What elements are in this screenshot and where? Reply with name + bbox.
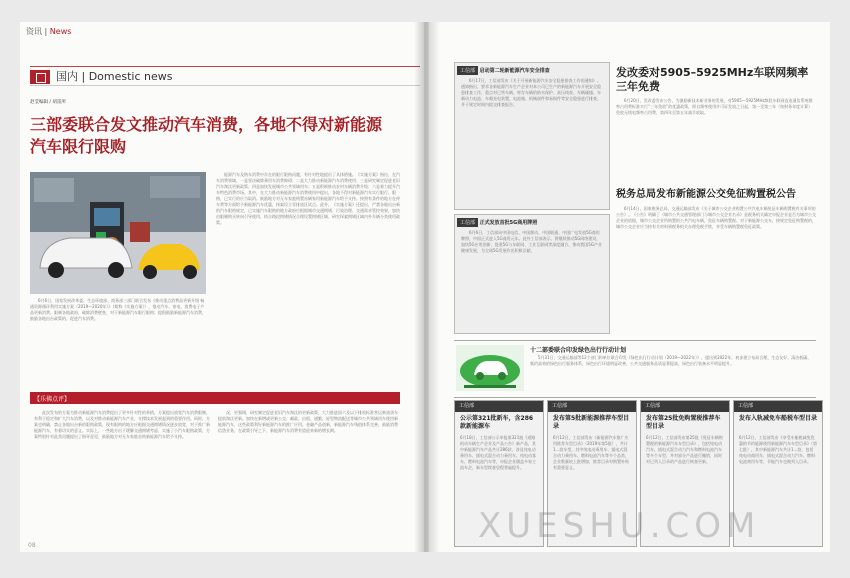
right-page — [426, 22, 830, 552]
page-number: 08 — [28, 542, 36, 549]
left-page — [20, 22, 424, 552]
item-tag: 工信部 — [457, 218, 478, 227]
card-title: 公示第321批新车，含286款新能源车 — [460, 415, 534, 430]
card-title: 发布入轨减免车船税车型目录 — [739, 415, 818, 422]
item-title: 启动第二轮新能源汽车安全排查 — [479, 68, 550, 74]
item5-title: 十二部委联合印发绿色出行行动计划 — [530, 347, 627, 354]
card-tag: 工信部 — [734, 401, 822, 412]
comment-label: 【乐佛点评】 — [34, 396, 71, 403]
item-title: 正式发放首批5G商用牌照 — [479, 220, 538, 226]
watermark: XUESHU.COM — [478, 506, 761, 546]
item3-body: 6月20日，发改委发布公告，为激励新技术新业务的发展，对5905—5925MHz频段车联网直连通信系统频率占用费标准实行“三年免收”的优惠政策，即自频率使用许可证发放之日起，第一至第三年（按财务年度计算）免收无线电频率占用费，第四年至第五年减半收取。 — [616, 98, 813, 115]
page-header: 资讯 | News — [26, 27, 72, 36]
comment-column-2: 况，更强调，研究制定促进老旧汽车淘汰的更新政策，大力推进国六及以下排放标准营运柴油货车提前淘汰更新。加快在新增或更新公交、邮政、出租、通勤、轻型物流配送等城市公共领域用车使用新能源汽车，这些政策利好新能源汽车的推广应用。金融产品创新，新能源汽车残值体系完善，鼓励消费信贷业务，在政策引导之下，新能源汽车消费有望迎来新的增长期。 — [218, 410, 398, 433]
news-item-safety — [454, 62, 610, 210]
item4-title: 税务总局发布新能源公交免征购置税公告 — [616, 189, 796, 200]
header-news: News — [49, 27, 72, 36]
comment-bar — [30, 392, 400, 404]
item-body: 6月6日，工信部向中国电信、中国移动、中国联通、中国广电发放5G商用牌照，中国正式进入5G商用元年。此外工信部表示，将继续推动5G网络建设，加快5G应用创新，促进5G与车联网、工业互联网等深度融合，推动我国5G产业健康发展，为全球5G发展作出积极贡献。 — [461, 230, 602, 253]
body-column-1: 6月6日，国家发展改革委、生态环境部、商务部三部门联合发布《推动重点消费品更新升级 畅通资源循环利用实施方案（2019—2020年）》（简称《实施方案》），推动汽车、家电、消费电子产品更新消费。限制各地政府，破除消费壁垒，对于新能源汽车限行限购；提倡鼓励新能源汽车消费，鼓励各地出台政策的，促进汽车消费。 — [30, 298, 206, 321]
item4-body: 6月14日，国家税务总局、交通运输部发布《关于城市公交企业购置公共汽电车辆免征车辆购置税有关事项的公告》。《公告》明确了《城市公共交通管理部门与城市公交企业名录》是税务机关确定申报企业是否为城市公交企业的依据，城市公交企业所购置的公共汽电车辆，免征车辆购置税。对于新能源公交车，按规定免征购置税的，城市公交企业应当持有关材料到税务机关办理免税手续，享受车辆购置税免征政策。 — [616, 206, 816, 229]
card-body: 6月12日，工信部发布第25批《免征车辆购置税的新能源汽车车型目录》，包括纯电动汽车、插电式混合动力汽车和燃料电池汽车等多个车型，并对部分产品进行撤销，同时对已列入目录的产品进行核查更新。 — [646, 435, 723, 464]
news-icon — [30, 70, 50, 84]
body-column-2: 能源汽车及购车消费中存在的限行限购问题，有针对性地提出了具体措施。《实施方案》指出，在汽车消费领域，一是坚决破除乘用车消费障碍；二是大力推动新能源汽车消费使用；三是研究制定促进老旧汽车淘汰更新政策；四是加快发展城市公共领域用车；五是积极推动农村车辆消费升级；六是着力提升汽车特色消费市场。其中，在大力推动新能源汽车消费使用中提出，各地不得对新能源汽车实行限行、限购，已实行的应当取消。鼓励地方对无车家庭购置首辆家用新能源汽车给予支持。按照有条件的地方在停车费等方面给予新能源汽车优惠，探索设立零排放区试点。此外，《实施方案》还提出，严禁各地出台新的汽车限购规定，已实施汽车限购的地方政府应根据城市交通拥堵、污染治理、交通需求管控效果，加快由限制购买转向引导使用，结合路段拥堵情况合理设置拥堵区域，研究探索拥堵区域内外车辆分类使用政策。 — [216, 172, 400, 225]
car-show-image — [30, 172, 206, 294]
card-title: 发布第5批新能源推荐车型目录 — [553, 415, 630, 430]
green-car-icon — [456, 345, 524, 391]
section-title: 国内 | Domestic news — [56, 70, 173, 83]
card-tag: 工信部 — [548, 401, 636, 412]
card-body: 6月12日，工信部发布《新能源汽车推广应用推荐车型目录》（2019年第5批），共计1...款车型，其中纯电动乘用车、插电式混合动力乘用车、燃料电池汽车等多个品类，企业数量较上批增加，推荐目录对购置补贴有重要意义。 — [553, 435, 629, 470]
article-photo — [30, 172, 206, 294]
card-body: 6月12日，工信部发布《享受车船税减免优惠的节约能源使用新能源汽车车型目录》（第七批），其中新能源汽车共计1...款，包括纯电动商用车、插电式混合动力汽车、燃料电池商用车等，节能汽车也被列入目录。 — [739, 435, 817, 464]
article-headline: 三部委联合发文推动汽车消费，各地不得对新能源汽车限行限购 — [30, 115, 383, 156]
byline: 赵莹编辑 / 胡雷所 — [30, 100, 66, 105]
news-item-green-travel — [454, 340, 816, 398]
card-title: 发布第25批免购置税推荐车型目录 — [646, 415, 721, 430]
card-tag: 工信部 — [455, 401, 543, 412]
item-tag: 工信部 — [457, 66, 478, 75]
card-body: 6月18日，工信部公示申报第321批《道路机动车辆生产企业及产品公告》新产品，其中新能源汽车产品共计286款，涉及纯电动乘用车、插电式混合动力乘用车、纯电动客车、燃料电池汽车等，申报企业涵盖多家主流车企，新车型续驶里程普遍提升。 — [460, 435, 536, 470]
news-item-5g — [454, 214, 610, 334]
item5-body: 5月31日，交通运输部等12个部门和单位联合印发《绿色出行行动计划（2019—2022年）》，提出到2022年，初步建立布局合理、生态友好、清洁低碳、集约高效的绿色出行服务体系，绿色出行环境明显改善，公共交通服务品质显著提高，绿色出行装备水平明显提升。 — [530, 355, 812, 366]
item-body: 6月17日，工信部发布《关于开展新能源汽车安全隐患排查工作的通知》，通知指出，要求各新能源汽车生产企业对本公司已生产的新能源汽车开展安全隐患排查工作，重点对已售车辆、库存车辆的防水保护、高压线束、车辆碰撞、车载动力电池、车载充电装置、电池箱、机械部件和易损件等安全隐患进行排查，并于规定时间内提交排查报告。 — [461, 78, 601, 107]
card-tag: 工信部 — [641, 401, 729, 412]
header-cn: 资讯 — [26, 27, 42, 36]
item3-title: 发改委对5905–5925MHz车联网频率三年免费 — [616, 66, 809, 93]
comment-column-1: 此次发布的方案为推动新能源汽车消费提出了更多针对性的举措，方案提出放宽汽车消费限制，有利于稳定和扩大汽车消费，以及对推动新能源汽车产业，支撑技术发展起到的重要作用。同时，方案也明确，禁止各地出台新的限购政策，现有限购的地方应根据交通拥堵情况逐步放宽，对于推广新能源汽车，有着切实的意义。实际上，一些地方出于缓解交通拥堵考虑，实施了小汽车限购政策，方案特别针对此类问题提出了指导意见，鼓励地方对无车家庭首购新能源汽车给予支持。 — [34, 410, 210, 439]
